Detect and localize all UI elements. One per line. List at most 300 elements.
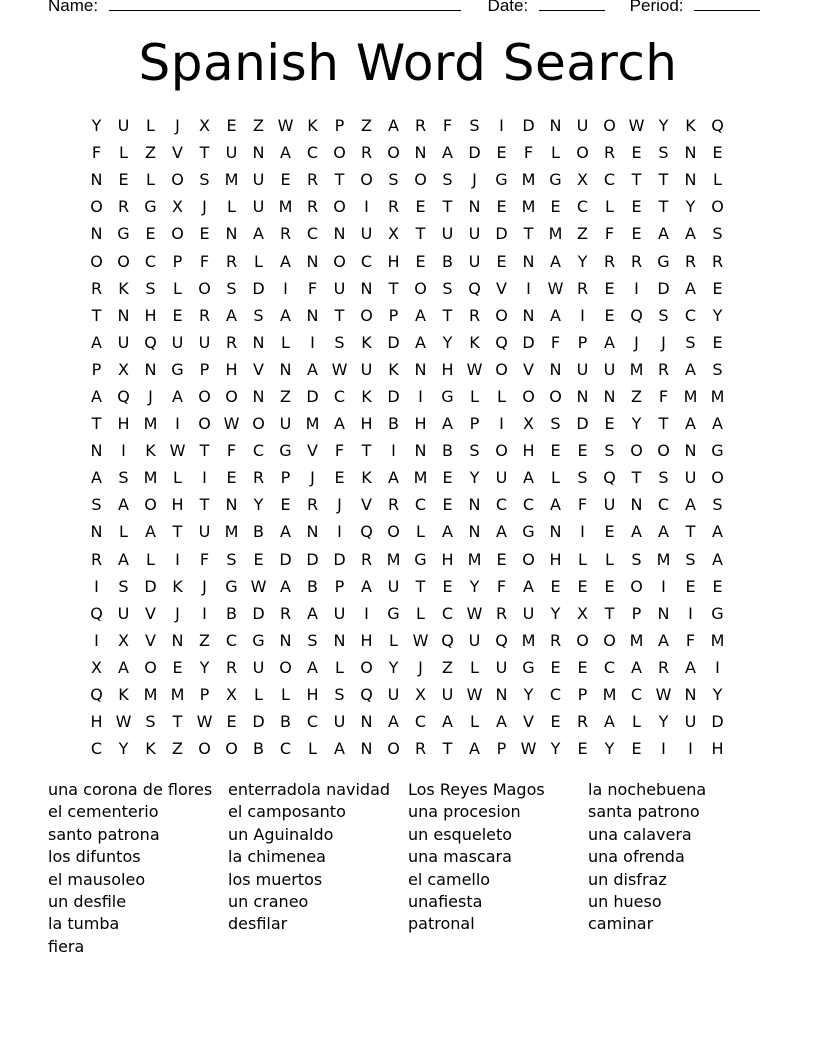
grid-letter[interactable]: Y (253, 495, 264, 515)
grid-letter[interactable]: S (658, 143, 669, 163)
grid-letter[interactable]: S (550, 414, 561, 434)
grid-letter[interactable]: V (253, 359, 264, 379)
grid-letter[interactable]: Z (442, 657, 453, 677)
grid-letter[interactable]: K (361, 386, 372, 406)
grid-letter[interactable]: N (603, 386, 616, 406)
grid-letter[interactable]: P (199, 359, 210, 379)
grid-letter[interactable]: N (576, 386, 589, 406)
grid-letter[interactable]: D (333, 549, 346, 569)
grid-letter[interactable]: R (90, 549, 103, 569)
grid-letter[interactable]: N (657, 603, 670, 623)
grid-letter[interactable]: B (226, 603, 237, 623)
grid-letter[interactable]: N (549, 359, 562, 379)
grid-letter[interactable]: S (388, 170, 399, 190)
grid-letter[interactable]: E (631, 143, 642, 163)
grid-letter[interactable]: S (712, 224, 723, 244)
grid-letter[interactable]: K (388, 359, 399, 379)
grid-letter[interactable]: U (603, 495, 616, 515)
grid-letter[interactable]: U (468, 251, 481, 271)
grid-letter[interactable]: R (495, 603, 508, 623)
grid-letter[interactable]: A (388, 468, 399, 488)
grid-letter[interactable]: E (280, 170, 291, 190)
grid-letter[interactable]: H (549, 549, 562, 569)
grid-letter[interactable]: O (414, 278, 427, 298)
grid-letter[interactable]: E (172, 657, 183, 677)
grid-letter[interactable]: G (171, 359, 184, 379)
grid-letter[interactable]: I (499, 116, 504, 136)
grid-letter[interactable]: A (226, 305, 237, 325)
grid-letter[interactable]: R (549, 630, 562, 650)
grid-letter[interactable]: R (360, 143, 373, 163)
grid-letter[interactable]: I (526, 278, 531, 298)
grid-letter[interactable]: U (576, 359, 589, 379)
grid-letter[interactable]: A (685, 224, 696, 244)
grid-letter[interactable]: R (630, 251, 643, 271)
grid-letter[interactable]: V (523, 359, 534, 379)
date-blank[interactable] (539, 0, 605, 11)
grid-letter[interactable]: G (414, 549, 427, 569)
grid-letter[interactable]: O (90, 251, 103, 271)
grid-letter[interactable]: F (523, 143, 534, 163)
grid-letter[interactable]: A (712, 414, 723, 434)
grid-letter[interactable]: A (658, 224, 669, 244)
grid-letter[interactable]: S (307, 630, 318, 650)
grid-letter[interactable]: H (117, 414, 130, 434)
grid-letter[interactable]: F (442, 116, 453, 136)
grid-letter[interactable]: S (604, 441, 615, 461)
grid-letter[interactable]: E (577, 441, 588, 461)
grid-letter[interactable]: W (250, 576, 267, 596)
grid-letter[interactable]: P (334, 576, 345, 596)
grid-letter[interactable]: L (713, 170, 722, 190)
grid-letter[interactable]: X (388, 224, 399, 244)
grid-letter[interactable]: U (441, 224, 454, 244)
grid-letter[interactable]: U (198, 522, 211, 542)
grid-letter[interactable]: F (91, 143, 102, 163)
grid-letter[interactable]: A (307, 603, 318, 623)
grid-letter[interactable]: N (252, 386, 265, 406)
grid-letter[interactable]: M (683, 386, 698, 406)
grid-letter[interactable]: M (170, 685, 185, 705)
grid-letter[interactable]: Y (469, 468, 480, 488)
grid-letter[interactable]: I (175, 549, 180, 569)
grid-letter[interactable]: R (279, 603, 292, 623)
grid-letter[interactable]: T (604, 603, 615, 623)
grid-letter[interactable]: A (712, 549, 723, 569)
grid-letter[interactable]: C (333, 386, 346, 406)
grid-letter[interactable]: M (710, 630, 725, 650)
grid-letter[interactable]: I (364, 603, 369, 623)
grid-letter[interactable]: V (496, 278, 507, 298)
grid-letter[interactable]: L (146, 116, 155, 136)
grid-letter[interactable]: A (415, 305, 426, 325)
grid-letter[interactable]: R (225, 332, 238, 352)
grid-letter[interactable]: L (119, 522, 128, 542)
grid-letter[interactable]: Q (360, 522, 373, 542)
grid-letter[interactable]: A (361, 576, 372, 596)
grid-letter[interactable]: E (631, 197, 642, 217)
grid-letter[interactable]: J (418, 657, 423, 677)
grid-letter[interactable]: A (523, 576, 534, 596)
grid-letter[interactable]: I (94, 630, 99, 650)
grid-letter[interactable]: R (576, 712, 589, 732)
grid-letter[interactable]: H (225, 359, 238, 379)
grid-letter[interactable]: H (171, 495, 184, 515)
grid-letter[interactable]: H (711, 739, 724, 759)
grid-letter[interactable]: L (173, 278, 182, 298)
grid-letter[interactable]: T (91, 305, 102, 325)
grid-letter[interactable]: A (496, 522, 507, 542)
grid-letter[interactable]: E (604, 522, 615, 542)
grid-letter[interactable]: I (283, 278, 288, 298)
grid-letter[interactable]: W (196, 712, 213, 732)
grid-letter[interactable]: E (496, 251, 507, 271)
grid-letter[interactable]: U (333, 278, 346, 298)
grid-letter[interactable]: C (549, 685, 562, 705)
grid-letter[interactable]: R (711, 251, 724, 271)
grid-letter[interactable]: C (252, 441, 265, 461)
grid-letter[interactable]: U (495, 468, 508, 488)
grid-letter[interactable]: H (414, 414, 427, 434)
grid-letter[interactable]: A (469, 739, 480, 759)
grid-letter[interactable]: X (226, 685, 237, 705)
grid-letter[interactable]: L (578, 549, 587, 569)
grid-letter[interactable]: K (118, 278, 129, 298)
grid-letter[interactable]: Q (90, 603, 103, 623)
grid-letter[interactable]: M (413, 468, 428, 488)
grid-letter[interactable]: L (308, 739, 317, 759)
grid-letter[interactable]: W (115, 712, 132, 732)
grid-letter[interactable]: S (226, 549, 237, 569)
grid-letter[interactable]: E (280, 495, 291, 515)
grid-letter[interactable]: M (629, 359, 644, 379)
grid-letter[interactable]: J (472, 170, 477, 190)
grid-letter[interactable]: O (603, 630, 616, 650)
grid-letter[interactable]: O (387, 739, 400, 759)
grid-letter[interactable]: R (360, 549, 373, 569)
grid-letter[interactable]: P (172, 251, 183, 271)
grid-letter[interactable]: Q (603, 468, 616, 488)
grid-letter[interactable]: L (254, 251, 263, 271)
grid-letter[interactable]: S (631, 549, 642, 569)
grid-letter[interactable]: D (522, 332, 535, 352)
grid-letter[interactable]: N (90, 170, 103, 190)
grid-letter[interactable]: R (603, 143, 616, 163)
grid-letter[interactable]: L (335, 657, 344, 677)
grid-letter[interactable]: O (360, 170, 373, 190)
grid-letter[interactable]: A (604, 332, 615, 352)
grid-letter[interactable]: P (199, 685, 210, 705)
grid-letter[interactable]: B (442, 251, 453, 271)
grid-letter[interactable]: A (685, 359, 696, 379)
grid-letter[interactable]: A (307, 359, 318, 379)
grid-letter[interactable]: L (470, 657, 479, 677)
grid-letter[interactable]: L (281, 332, 290, 352)
grid-letter[interactable]: I (661, 739, 666, 759)
grid-letter[interactable]: F (334, 441, 345, 461)
grid-letter[interactable]: N (225, 224, 238, 244)
grid-letter[interactable]: J (310, 468, 315, 488)
grid-letter[interactable]: O (495, 441, 508, 461)
grid-letter[interactable]: I (715, 657, 720, 677)
grid-letter[interactable]: Z (577, 224, 588, 244)
grid-letter[interactable]: N (306, 251, 319, 271)
grid-letter[interactable]: W (466, 685, 483, 705)
grid-letter[interactable]: O (333, 251, 346, 271)
grid-letter[interactable]: A (91, 386, 102, 406)
grid-letter[interactable]: A (658, 522, 669, 542)
grid-letter[interactable]: F (577, 495, 588, 515)
grid-letter[interactable]: N (684, 143, 697, 163)
grid-letter[interactable]: M (467, 549, 482, 569)
grid-letter[interactable]: I (418, 386, 423, 406)
grid-letter[interactable]: E (712, 576, 723, 596)
grid-letter[interactable]: T (199, 495, 210, 515)
grid-letter[interactable]: T (172, 522, 183, 542)
grid-letter[interactable]: A (307, 657, 318, 677)
grid-letter[interactable]: Y (631, 414, 642, 434)
grid-letter[interactable]: U (441, 685, 454, 705)
grid-letter[interactable]: P (577, 685, 588, 705)
grid-letter[interactable]: G (144, 197, 157, 217)
grid-letter[interactable]: J (661, 332, 666, 352)
grid-letter[interactable]: J (202, 197, 207, 217)
grid-letter[interactable]: N (279, 359, 292, 379)
grid-letter[interactable]: N (333, 224, 346, 244)
grid-letter[interactable]: E (550, 576, 561, 596)
grid-letter[interactable]: O (333, 197, 346, 217)
grid-letter[interactable]: L (281, 685, 290, 705)
grid-letter[interactable]: K (469, 332, 480, 352)
grid-letter[interactable]: M (386, 549, 401, 569)
grid-letter[interactable]: M (224, 170, 239, 190)
grid-letter[interactable]: U (522, 603, 535, 623)
grid-letter[interactable]: X (577, 170, 588, 190)
grid-letter[interactable]: L (416, 603, 425, 623)
grid-letter[interactable]: D (252, 278, 265, 298)
grid-letter[interactable]: R (414, 116, 427, 136)
grid-letter[interactable]: G (522, 657, 535, 677)
grid-letter[interactable]: Q (117, 386, 130, 406)
grid-letter[interactable]: I (661, 576, 666, 596)
grid-letter[interactable]: Y (199, 657, 210, 677)
grid-letter[interactable]: K (361, 332, 372, 352)
grid-letter[interactable]: A (631, 657, 642, 677)
grid-letter[interactable]: I (580, 305, 585, 325)
grid-letter[interactable]: E (631, 224, 642, 244)
grid-letter[interactable]: T (442, 305, 453, 325)
grid-letter[interactable]: Q (90, 685, 103, 705)
grid-letter[interactable]: I (121, 441, 126, 461)
grid-letter[interactable]: E (577, 657, 588, 677)
grid-letter[interactable]: A (253, 224, 264, 244)
grid-letter[interactable]: Y (442, 332, 453, 352)
grid-letter[interactable]: K (145, 739, 156, 759)
grid-letter[interactable]: U (333, 603, 346, 623)
grid-letter[interactable]: O (198, 414, 211, 434)
grid-letter[interactable]: H (441, 549, 454, 569)
grid-letter[interactable]: U (684, 468, 697, 488)
grid-letter[interactable]: M (143, 468, 158, 488)
grid-letter[interactable]: G (495, 170, 508, 190)
grid-letter[interactable]: O (630, 441, 643, 461)
grid-letter[interactable]: N (333, 630, 346, 650)
grid-letter[interactable]: E (712, 332, 723, 352)
grid-letter[interactable]: J (175, 603, 180, 623)
grid-letter[interactable]: P (631, 603, 642, 623)
grid-letter[interactable]: O (549, 386, 562, 406)
grid-letter[interactable]: O (495, 359, 508, 379)
grid-letter[interactable]: Q (630, 305, 643, 325)
grid-letter[interactable]: D (387, 332, 400, 352)
grid-letter[interactable]: O (576, 143, 589, 163)
grid-letter[interactable]: O (711, 468, 724, 488)
grid-letter[interactable]: E (442, 468, 453, 488)
grid-letter[interactable]: R (306, 170, 319, 190)
grid-letter[interactable]: R (387, 197, 400, 217)
grid-letter[interactable]: T (361, 441, 372, 461)
grid-letter[interactable]: U (252, 657, 265, 677)
grid-letter[interactable]: H (387, 251, 400, 271)
grid-letter[interactable]: M (305, 414, 320, 434)
grid-letter[interactable]: C (279, 739, 292, 759)
grid-letter[interactable]: N (522, 251, 535, 271)
grid-letter[interactable]: L (470, 386, 479, 406)
grid-letter[interactable]: I (202, 603, 207, 623)
grid-letter[interactable]: G (522, 522, 535, 542)
grid-letter[interactable]: E (442, 576, 453, 596)
grid-letter[interactable]: W (331, 359, 348, 379)
grid-letter[interactable]: Z (199, 630, 210, 650)
grid-letter[interactable]: L (551, 468, 560, 488)
grid-letter[interactable]: S (334, 332, 345, 352)
grid-letter[interactable]: P (280, 468, 291, 488)
grid-letter[interactable]: U (360, 359, 373, 379)
grid-letter[interactable]: T (442, 739, 453, 759)
grid-letter[interactable]: G (279, 441, 292, 461)
grid-letter[interactable]: E (712, 143, 723, 163)
grid-letter[interactable]: I (634, 278, 639, 298)
grid-letter[interactable]: A (280, 143, 291, 163)
grid-letter[interactable]: A (442, 143, 453, 163)
grid-letter[interactable]: R (225, 657, 238, 677)
grid-letter[interactable]: I (175, 414, 180, 434)
grid-letter[interactable]: N (549, 116, 562, 136)
grid-letter[interactable]: C (657, 495, 670, 515)
grid-letter[interactable]: N (522, 305, 535, 325)
grid-letter[interactable]: Y (712, 305, 723, 325)
grid-letter[interactable]: V (145, 630, 156, 650)
grid-letter[interactable]: F (685, 630, 696, 650)
grid-letter[interactable]: A (685, 278, 696, 298)
grid-letter[interactable]: K (172, 576, 183, 596)
grid-letter[interactable]: S (334, 685, 345, 705)
grid-letter[interactable]: X (523, 414, 534, 434)
grid-letter[interactable]: H (522, 441, 535, 461)
grid-letter[interactable]: W (547, 278, 564, 298)
grid-letter[interactable]: O (657, 441, 670, 461)
grid-letter[interactable]: O (171, 170, 184, 190)
grid-letter[interactable]: J (175, 116, 180, 136)
grid-letter[interactable]: C (603, 170, 616, 190)
grid-letter[interactable]: Q (711, 116, 724, 136)
grid-letter[interactable]: O (333, 143, 346, 163)
grid-letter[interactable]: F (604, 224, 615, 244)
grid-letter[interactable]: T (415, 224, 426, 244)
grid-letter[interactable]: C (576, 197, 589, 217)
grid-letter[interactable]: N (225, 495, 238, 515)
grid-letter[interactable]: I (310, 332, 315, 352)
grid-letter[interactable]: A (685, 657, 696, 677)
grid-letter[interactable]: A (118, 495, 129, 515)
grid-letter[interactable]: E (145, 224, 156, 244)
grid-letter[interactable]: J (202, 576, 207, 596)
grid-letter[interactable]: P (334, 116, 345, 136)
grid-letter[interactable]: R (279, 224, 292, 244)
grid-letter[interactable]: I (580, 522, 585, 542)
grid-letter[interactable]: U (117, 332, 130, 352)
grid-letter[interactable]: S (145, 278, 156, 298)
grid-letter[interactable]: A (496, 712, 507, 732)
grid-letter[interactable]: D (711, 712, 724, 732)
grid-letter[interactable]: S (469, 441, 480, 461)
grid-letter[interactable]: O (144, 657, 157, 677)
grid-letter[interactable]: M (278, 197, 293, 217)
grid-letter[interactable]: Z (631, 386, 642, 406)
grid-letter[interactable]: L (497, 386, 506, 406)
grid-letter[interactable]: O (495, 305, 508, 325)
grid-letter[interactable]: Q (360, 685, 373, 705)
grid-letter[interactable]: C (441, 603, 454, 623)
grid-letter[interactable]: U (252, 197, 265, 217)
grid-letter[interactable]: Z (280, 386, 291, 406)
grid-letter[interactable]: E (253, 549, 264, 569)
grid-letter[interactable]: E (604, 414, 615, 434)
grid-letter[interactable]: Y (658, 116, 669, 136)
grid-letter[interactable]: O (117, 251, 130, 271)
grid-letter[interactable]: N (279, 630, 292, 650)
grid-letter[interactable]: U (576, 116, 589, 136)
grid-letter[interactable]: U (225, 143, 238, 163)
grid-letter[interactable]: A (523, 468, 534, 488)
grid-letter[interactable]: Y (469, 576, 480, 596)
grid-letter[interactable]: L (605, 549, 614, 569)
grid-letter[interactable]: V (145, 603, 156, 623)
grid-letter[interactable]: T (658, 197, 669, 217)
grid-letter[interactable]: S (91, 495, 102, 515)
grid-letter[interactable]: O (522, 386, 535, 406)
grid-letter[interactable]: R (306, 197, 319, 217)
grid-letter[interactable]: T (334, 305, 345, 325)
grid-letter[interactable]: B (388, 414, 399, 434)
grid-letter[interactable]: W (223, 414, 240, 434)
grid-letter[interactable]: W (466, 359, 483, 379)
grid-letter[interactable]: D (279, 549, 292, 569)
grid-letter[interactable]: L (605, 197, 614, 217)
grid-letter[interactable]: H (90, 712, 103, 732)
grid-letter[interactable]: W (466, 603, 483, 623)
grid-letter[interactable]: B (253, 522, 264, 542)
grid-letter[interactable]: A (685, 414, 696, 434)
grid-letter[interactable]: K (145, 441, 156, 461)
grid-letter[interactable]: R (198, 305, 211, 325)
grid-letter[interactable]: O (144, 495, 157, 515)
grid-letter[interactable]: H (441, 359, 454, 379)
grid-letter[interactable]: P (91, 359, 102, 379)
grid-letter[interactable]: A (442, 712, 453, 732)
grid-letter[interactable]: N (684, 685, 697, 705)
grid-letter[interactable]: S (469, 116, 480, 136)
